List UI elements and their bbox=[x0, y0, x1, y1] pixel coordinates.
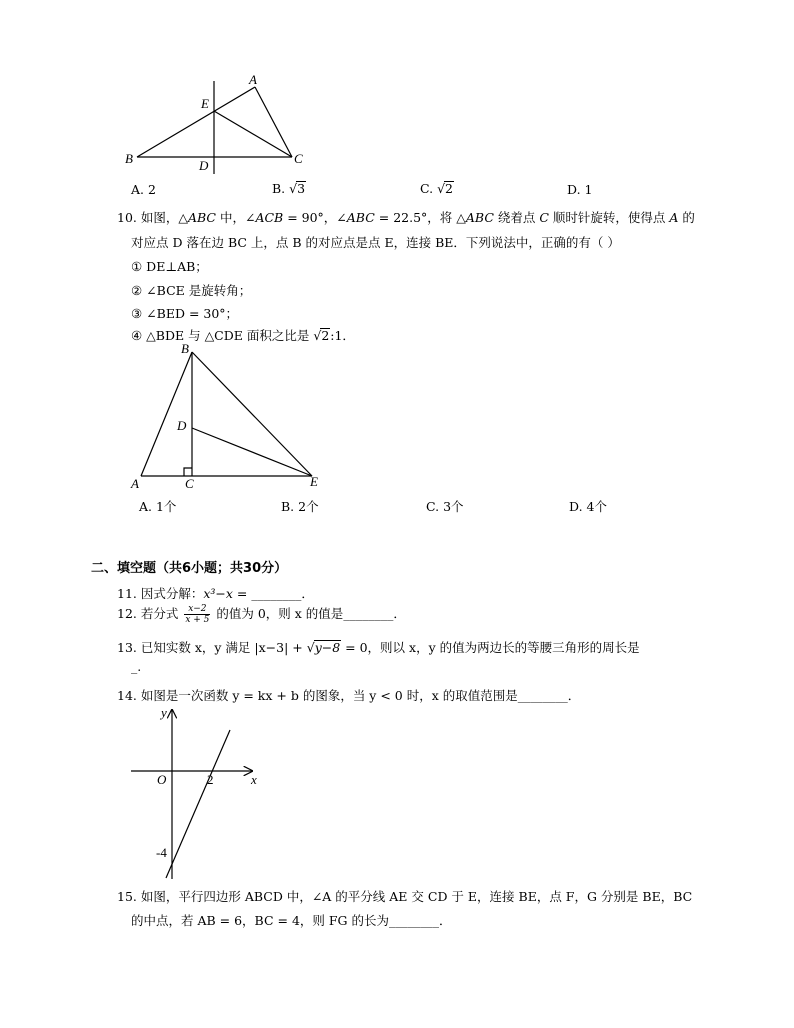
q13-radicand: y−8 bbox=[314, 640, 341, 655]
q10-stem-line2: 对应点 D 落在边 BC 上，点 B 的对应点是点 E，连接 BE．下列说法中，正确的有（ ） bbox=[131, 235, 620, 250]
q14-label-neg4: -4 bbox=[156, 845, 167, 860]
q9-label-B: B bbox=[125, 151, 133, 166]
q10-l1-mid1: 中，∠ bbox=[215, 210, 256, 225]
q10-l1-start: 10. 如图，△ bbox=[117, 210, 188, 225]
q10-stem-line1 bbox=[117, 208, 695, 226]
q14-linear-function-graph bbox=[128, 702, 268, 884]
q12-blank[interactable]: ________ bbox=[343, 606, 394, 621]
q10-l1-c: C bbox=[539, 210, 549, 225]
q9-option-b-radicand: 3 bbox=[297, 181, 306, 196]
q11-end: ． bbox=[301, 586, 314, 601]
q11-expr: x³−x = bbox=[203, 586, 252, 601]
q10-l1-rot: 绕着点 bbox=[493, 210, 540, 225]
q10-l1-eq1: = 90°，∠ bbox=[283, 210, 347, 225]
q14-pre: 14. 如图是一次函数 y = kx + b 的图象，当 y < 0 时，x 的取值范围是 bbox=[117, 688, 518, 703]
q10-label-E: E bbox=[310, 474, 318, 489]
q13-line2: _. bbox=[131, 659, 142, 674]
q11-blank[interactable]: ________ bbox=[251, 586, 302, 601]
q14-label-2: 2 bbox=[207, 772, 214, 787]
q10-l1-tail: 的 bbox=[678, 210, 695, 225]
q9-option-c: C. √2 bbox=[420, 181, 453, 196]
q9-option-a: A. 2 bbox=[131, 182, 156, 197]
q10-l1-eq2: = 22.5°，将 △ bbox=[374, 210, 466, 225]
q9-label-C: C bbox=[294, 151, 303, 166]
q10-option-b: B. 2个 bbox=[281, 499, 319, 514]
q10-s4-post: :1． bbox=[330, 328, 355, 343]
q10-option-c: C. 3个 bbox=[426, 499, 464, 514]
q10-l1-end: 顺时针旋转，使得点 bbox=[548, 210, 670, 225]
q13-post: = 0，则以 x，y 的值为两边长的等腰三角形的周长是 bbox=[341, 640, 640, 655]
q14-label-O: O bbox=[157, 772, 167, 787]
q10-statement-4: ④ △BDE 与 △CDE 面积之比是 √2:1． bbox=[131, 328, 355, 343]
q9-label-D: D bbox=[199, 158, 209, 173]
q15-end: ． bbox=[439, 913, 452, 928]
q9-option-c-prefix: C. bbox=[420, 181, 438, 196]
q14-label-x: x bbox=[251, 772, 257, 787]
q13-pre: 13. 已知实数 x，y 满足 |x−3| + bbox=[117, 640, 307, 655]
q13-text: 13. 已知实数 x，y 满足 |x−3| + √y−8 = 0，则以 x，y 的值为两边长的等腰三角形的周长是 bbox=[117, 640, 640, 655]
q10-l1-abc2: ABC bbox=[346, 210, 375, 225]
q9-triangle-figure bbox=[118, 68, 318, 180]
q15-blank[interactable]: ________ bbox=[389, 913, 440, 928]
q10-label-B: B bbox=[181, 341, 189, 356]
q10-label-C: C bbox=[185, 476, 194, 491]
q14-label-y: y bbox=[161, 705, 167, 720]
q12-text bbox=[117, 604, 406, 625]
q9-option-d: D. 1 bbox=[567, 182, 593, 197]
q15-line2 bbox=[131, 911, 452, 929]
q9-label-A: A bbox=[249, 72, 257, 87]
q10-rotation-figure bbox=[128, 340, 328, 492]
q9-option-b: B. √3 bbox=[272, 181, 306, 196]
q10-option-d: D. 4个 bbox=[569, 499, 607, 514]
q15-line1: 15. 如图，平行四边形 ABCD 中，∠A 的平分线 AE 交 CD 于 E，连接 BE，点 F，G 分别是 BE，BC bbox=[117, 889, 693, 904]
q10-statement-3: ③ ∠BED = 30°； bbox=[131, 306, 239, 321]
q10-s4-pre: ④ △BDE 与 △CDE 面积之比是 bbox=[131, 328, 314, 343]
q10-l1-acb: ACB bbox=[255, 210, 284, 225]
q10-l1-abc3: ABC bbox=[465, 210, 494, 225]
q10-label-A: A bbox=[131, 476, 139, 491]
q15-line2-pre: 的中点，若 AB = 6，BC = 4，则 FG 的长为 bbox=[131, 913, 390, 928]
q10-option-a: A. 1个 bbox=[139, 499, 177, 514]
q10-l1-abc: ABC bbox=[187, 210, 216, 225]
q12-end: ． bbox=[393, 606, 406, 621]
q10-label-D: D bbox=[177, 418, 187, 433]
q9-option-c-radicand: 2 bbox=[445, 181, 453, 196]
q12-fraction bbox=[184, 604, 210, 625]
q9-label-E: E bbox=[201, 96, 209, 111]
q14-function-line bbox=[166, 730, 230, 878]
q9-option-b-prefix: B. bbox=[272, 181, 290, 196]
q12-denominator: x + 5 bbox=[185, 615, 210, 625]
q10-statement-1: ① DE⊥AB； bbox=[131, 259, 208, 274]
q11-text bbox=[117, 584, 314, 602]
q10-s4-radicand: 2 bbox=[321, 328, 330, 343]
section-2-title: 二、填空题（共6小题；共30分） bbox=[91, 561, 288, 576]
q14-end: ． bbox=[567, 688, 581, 703]
q10-l1-a: A bbox=[669, 210, 679, 225]
q12-pre: 12. 若分式 bbox=[117, 606, 183, 621]
q14-blank[interactable]: ________ bbox=[517, 688, 568, 703]
q10-statement-2: ② ∠BCE 是旋转角； bbox=[131, 283, 252, 298]
q11-pre: 11. 因式分解： bbox=[117, 586, 204, 601]
q12-post: 的值为 0，则 x 的值是 bbox=[212, 606, 344, 621]
q12-numerator: x−2 bbox=[184, 604, 210, 615]
